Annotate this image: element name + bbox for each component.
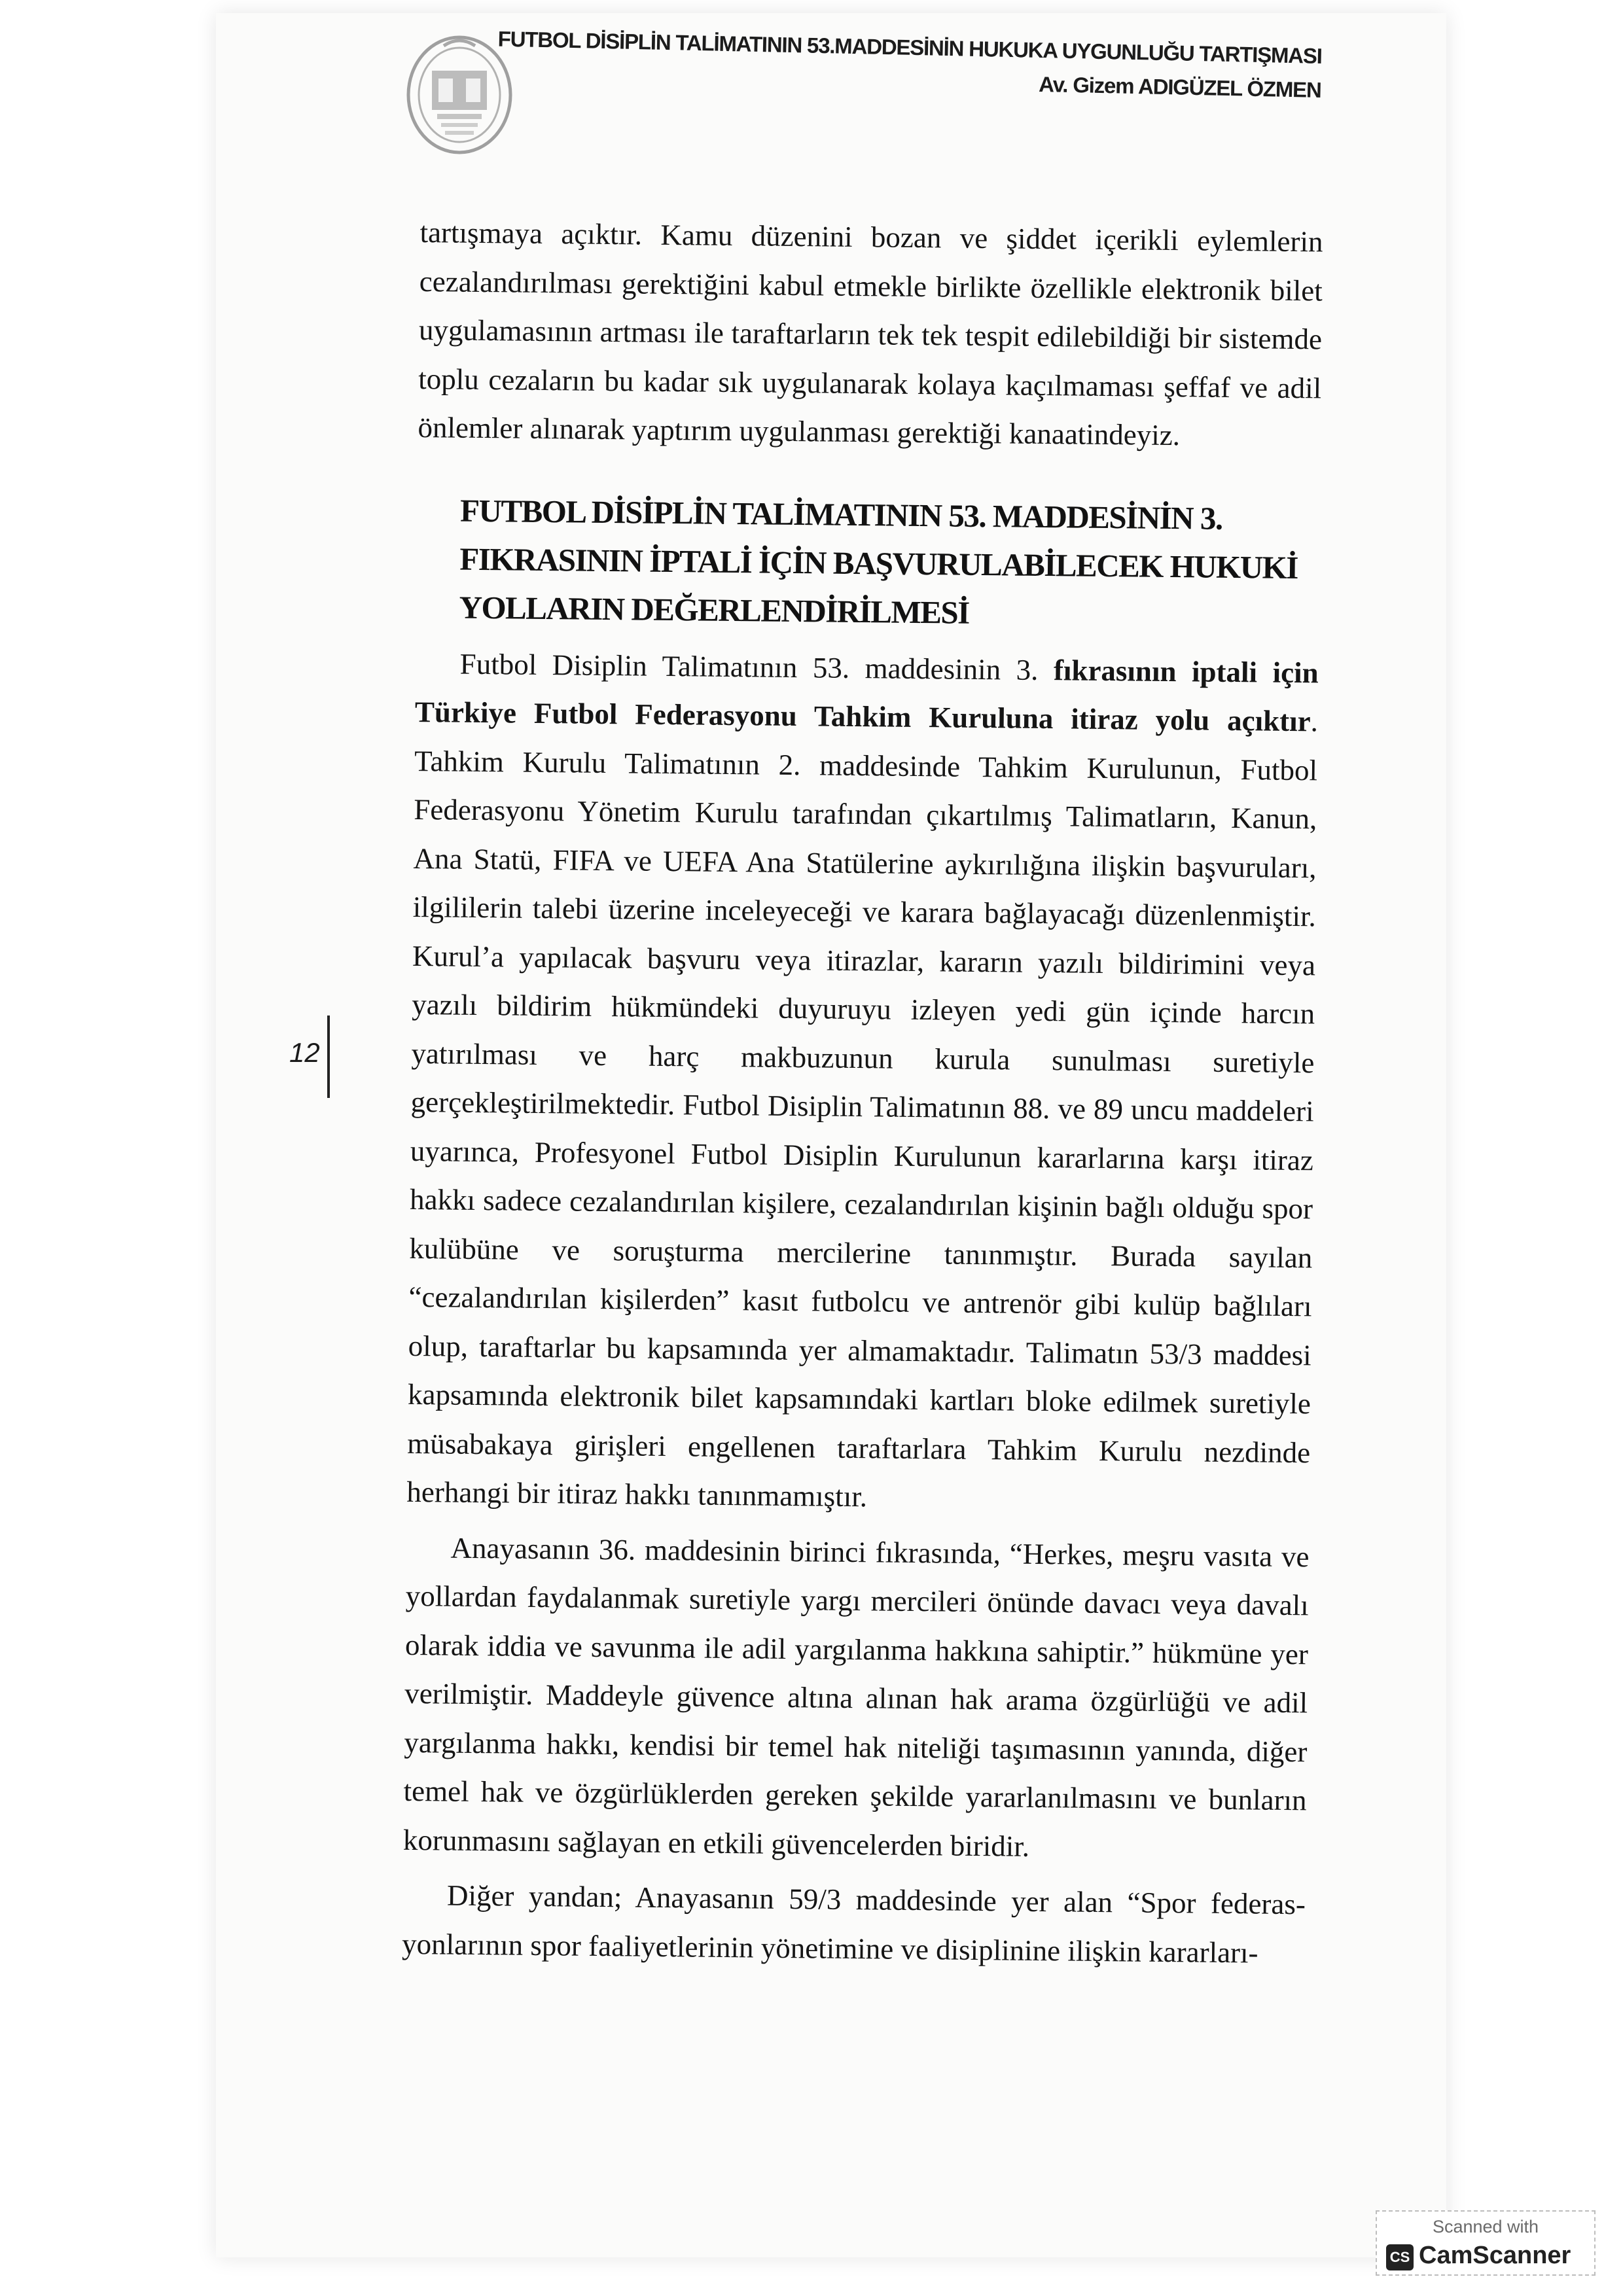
section-heading-line-2: FIKRASININ İPTALİ İÇİN BAŞVURULABİLECEK HUKUKİ [459,540,1298,586]
watermark-brand: CamScanner [1419,2242,1571,2269]
page-number-rule [327,1016,330,1098]
paragraph-2-bold: fıkrasının iptali için Türkiye Futbol Federasyonu Tahkim Kuruluna itiraz yolu açıktır [414,653,1319,738]
page-number: 12 [289,1037,320,1068]
paragraph-2-start: Futbol Disiplin Talimatının 53. maddesinin 3. [459,647,1054,686]
paragraph-1: tartışmaya açıktır. Kamu düzenini bozan ve şiddet içerikli eylemlerin cezalandırılması gerektiğini kabul etmekle birlikte özellikle elektronik bilet uygulamasının artması ile taraftarların tek tek tespit edilebildiği bir sistemde toplu cezaların bu kadar sık uygulanarak kolaya kaçılmaması şeffaf ve adil önlemler alınarak yaptırım uygulanması gerektiği kanaatindeyiz. [418,215,1323,452]
section-heading-line-3: YOLLARIN DEĞERLENDİRİLMESİ [459,589,970,631]
article-body [402,208,1323,1977]
section-heading [459,486,1320,641]
camscanner-logo-icon: CS [1386,2244,1414,2270]
camscanner-watermark [1376,2210,1596,2276]
paragraph-2-rest: . Tahkim Kurulu Talimatının 2. maddesinde Tahkim Kurulunun, Futbol Federasyonu Yönetim Kurulu tarafından çıkartılmış Talimatların, Kanun, Ana Statü, FIFA ve UEFA Ana Statülerine aykırılığına ilişkin başvuruları, ilgililerin talebi üzerine inceleyeceği ve karara bağlayacağı düzenlenmiştir. Kurul’a yapılacak başvuru veya itirazlar, kararın yazılı bildirimini veya yazılı bildirim hükmündeki duyuruyu izleyen yedi gün içinde harcın yatırılması ve harç makbuzunun kurula sunulması suretiyle gerçekleştirilmektedir. Futbol Disiplin Talimatının 88. ve 89 uncu maddeleri uyarınca, Profesyonel Futbol Disiplin Kurulunun kararlarına karşı itiraz hakkı sadece cezalandırılan kişilere, cezalandırılan kişinin bağlı olduğu spor kulübüne ve soruşturma mercilerine tanınmıştır. Burada sayılan “cezalandırılan kişilerden” kasıt futbolcu ve antrenör gibi kulüp bağlıları olup, taraftarlar bu kapsamında yer almamaktadır. Talimatın 53/3 maddesi kapsamında elektronik bilet kapsamındaki kartları bloke edilmek suretiyle müsabakaya girişleri engellenen taraftarlara Tahkim Kurulu nezdinde herhangi bir itiraz hakkı tanınmamıştır. [406,705,1319,1513]
running-header-author: Av. Gizem ADIGÜZEL ÖZMEN [1038,71,1321,102]
paragraph-2 [406,639,1319,1525]
paragraph-4: Diğer yandan; Anayasanın 59/3 maddesinde yer alan “Spor federasyonlarının spor faaliyetlerinin yönetimine ve disiplinine ilişkin kararları- [401,1879,1306,1969]
section-heading-line-1: FUTBOL DİSİPLİN TALİMATININ 53. MADDESİNİN 3. [459,492,1222,537]
paragraph-3: Anayasanın 36. maddesinin birinci fıkrasında, “Herkes, meşru vasıta ve yollardan faydalanmak suretiyle yargı mercileri önünde davacı veya davalı olarak iddia ve savunma ile adil yargılanma hakkına sahiptir.” hükmüne yer verilmiştir. Maddeyle güvence altına alınan hak arama özgürlüğü ve adil yargılanma hakkı, kendisi bir temel hak niteliği taşımasının yanında, diğer temel hak ve özgürlüklerden gereken şekilde yararlanılmasını ve bunların korunmasını sağlayan en etkili güvencelerden biridir. [402,1531,1310,1863]
running-header-title: FUTBOL DİSİPLİN TALİMATININ 53.MADDESİNİN HUKUKA UYGUNLUĞU TARTIŞMASI [497,26,1322,68]
watermark-scanned-with: Scanned with [1432,2217,1539,2236]
